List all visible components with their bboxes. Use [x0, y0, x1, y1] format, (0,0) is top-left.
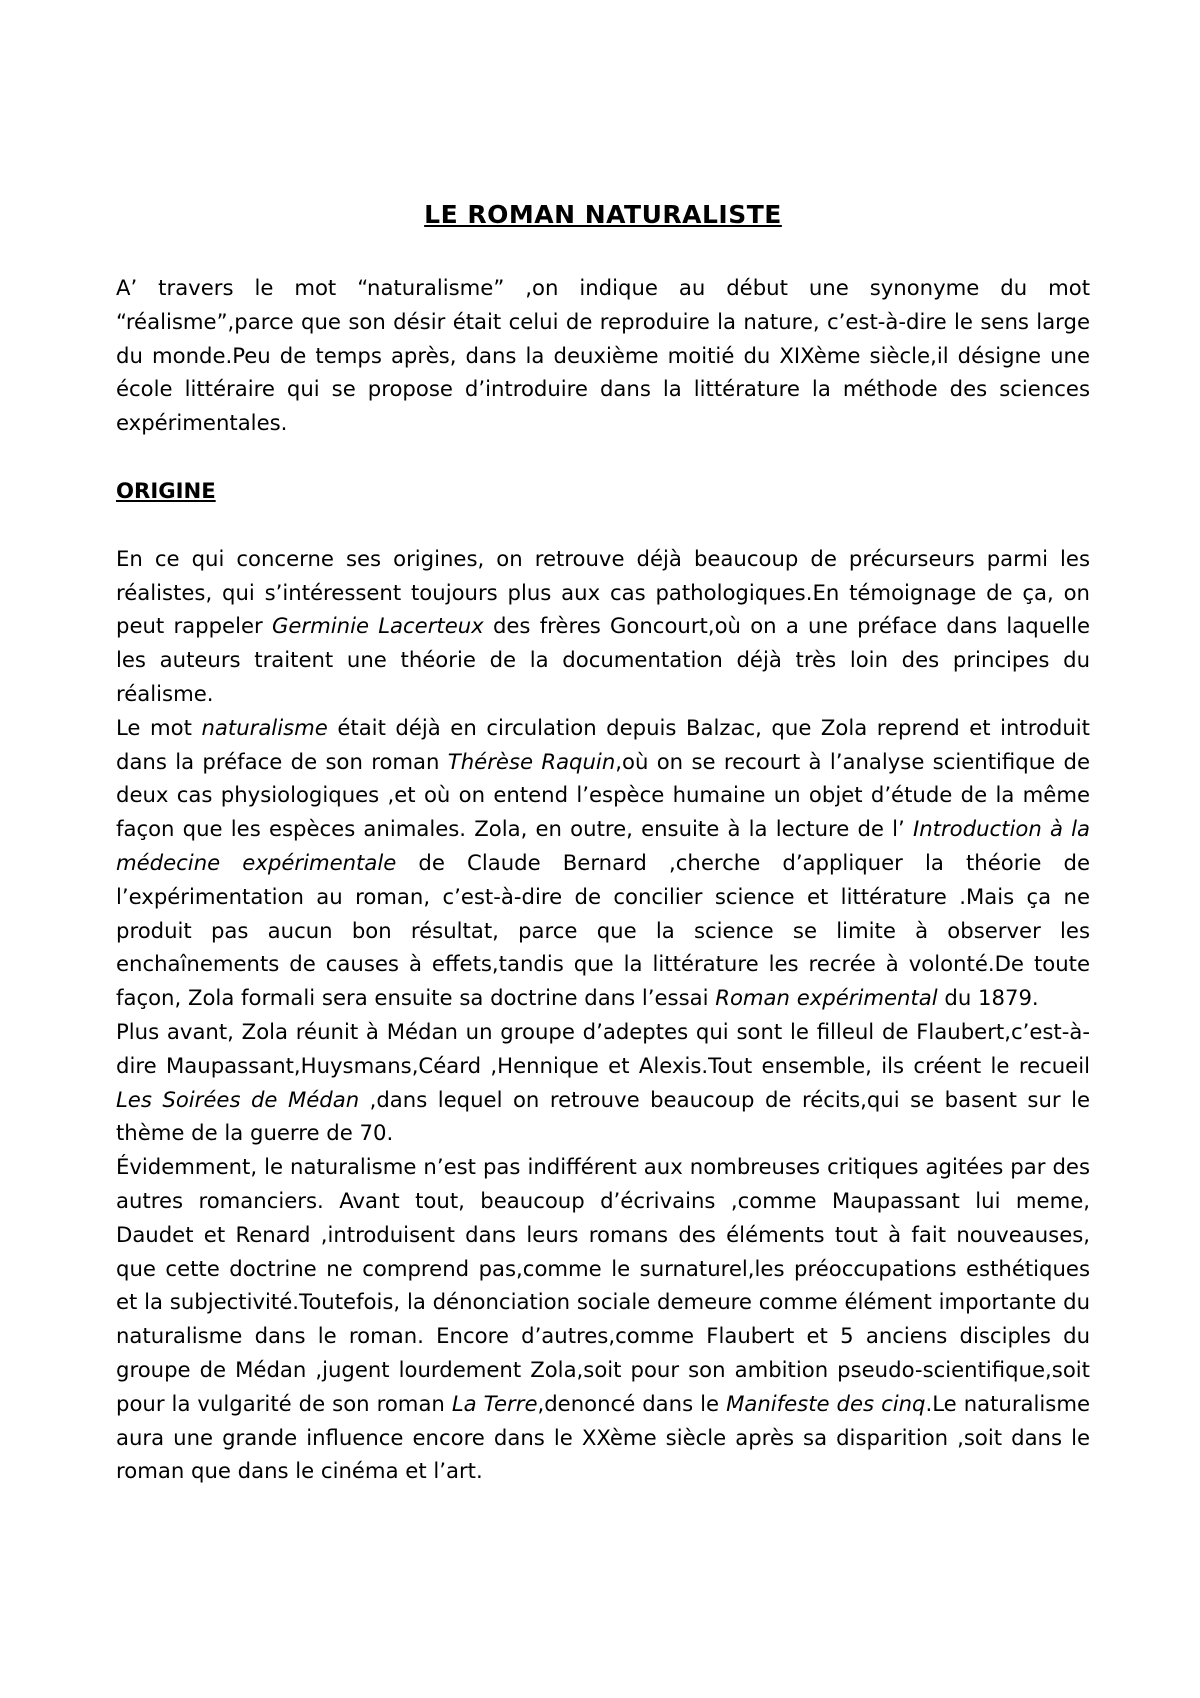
text-span: .Le naturalisme aura une grande influence encore dans le XXème siècle après sa disparition ,soit dans le roman que dans le cinéma et l’art.	[116, 1390, 1091, 1484]
section-heading-origine: ORIGINE	[116, 477, 216, 503]
text-span: Évidemment, le naturalisme n’est pas indifférent aux nombreuses critiques agitées par des autres romanciers. Avant tout, beaucoup d’écrivains ,comme Maupassant lui meme, Daudet et Renard ,introduisent dans leurs romans des éléments tout à fait nouveauses, que cette doctrine ne comprend pas,comme le surnaturel,les préoccupations esthétiques et la subjectivité.Toutefois, la dénonciation sociale demeure comme élément importante du naturalisme dans le roman. Encore d’autres,comme Flaubert et 5 anciens disciples du groupe de Médan ,jugent lourdement Zola,soit pour son ambition pseudo-scientifique,soit pour la vulgarité de son roman	[116, 1154, 1090, 1416]
text-span: Le mot	[116, 714, 202, 740]
work-title: Manifeste des cinq	[726, 1390, 926, 1416]
work-title: La Terre	[451, 1390, 538, 1416]
origin-paragraph-4	[116, 1150, 1090, 1488]
term-italic: naturalisme	[201, 714, 328, 740]
document-page	[116, 200, 1090, 1488]
text-span: était déjà en circulation depuis Balzac, que Zola reprend et introduit dans la préface de son roman	[116, 714, 1090, 774]
work-title: Germinie Lacerteux	[271, 613, 484, 639]
text-span: du 1879.	[937, 985, 1039, 1011]
text-span: de Claude Bernard ,cherche d’appliquer la théorie de l’expérimentation au roman, c’est-à-dire de concilier science et littérature .Mais ça ne produit pas aucun bon résultat, parce que la science se limite à observer les enchaînements de causes à effets,tandis que la littérature les recrée à volonté.De toute façon, Zola formali sera ensuite sa doctrine dans l’essai	[116, 849, 1090, 1011]
work-title: Thérèse Raquin	[447, 748, 616, 774]
origin-paragraph-1	[116, 542, 1090, 711]
work-title: Introduction à la médecine expérimentale	[116, 816, 1091, 875]
origin-paragraph-3	[116, 1015, 1090, 1150]
text-span: Plus avant, Zola réunit à Médan un groupe d’adeptes qui sont le filleul de Flaubert,c’est-à-dire Maupassant,Huysmans,Céard ,Hennique et Alexis.Tout ensemble, ils créent le recueil	[116, 1018, 1090, 1078]
page-title: LE ROMAN NATURALISTE	[424, 200, 782, 229]
text-span: ,où on se recourt à l’analyse scientifique de deux cas physiologiques ,et où on entend l’espèce humaine un objet d’étude de la même façon que les espèces animales. Zola, en outre, ensuite à la lecture de l’	[116, 748, 1090, 842]
work-title: Roman expérimental	[715, 985, 938, 1011]
text-span: ,denoncé dans le	[537, 1390, 727, 1416]
work-title: Les Soirées de Médan	[116, 1086, 360, 1112]
text-span: des frères Goncourt,où on a une préface dans laquelle les auteurs traitent une théorie de la documentation déjà très loin des principes du réalisme.	[116, 613, 1090, 706]
text-span: ,dans lequel on retrouve beaucoup de récits,qui se basent sur le thème de la guerre de 70.	[116, 1086, 1090, 1146]
origin-paragraph-2	[116, 711, 1090, 1015]
text-span: En ce qui concerne ses origines, on retrouve déjà beaucoup de précurseurs parmi les réalistes, qui s’intéressent toujours plus aux cas pathologiques.En témoignage de ça, on peut rappeler	[116, 545, 1090, 639]
intro-paragraph: A’ travers le mot “naturalisme” ,on indique au début une synonyme du mot “réalisme”,parce que son désir était celui de reproduire la nature, c’est-à-dire le sens large du monde.Peu de temps après, dans la deuxième moitié du XIXème siècle,il désigne une école littéraire qui se propose d’introduire dans la littérature la méthode des sciences expérimentales.	[116, 275, 1090, 436]
